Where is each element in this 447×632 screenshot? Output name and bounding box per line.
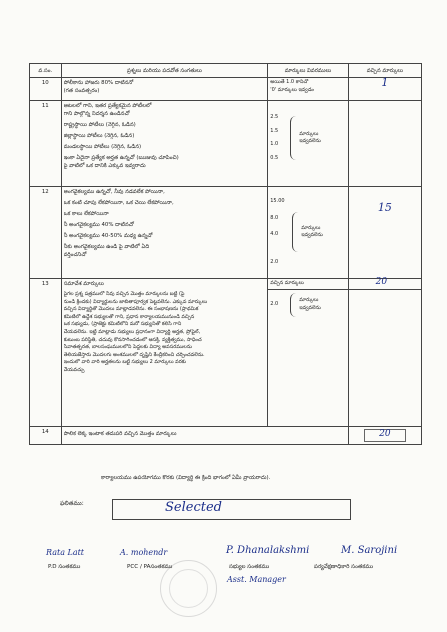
text-line: కుటుంబ పరిస్థితి, చదువు కొనసాగించడంలో ఆసక్తి, వ్యక్తిత్వము, సాధించ	[63, 336, 202, 343]
text-line: పైగల ప్రశ్న పత్రములో నీవు వచ్చిన మొత్తం మార్కులను బట్టి (పై	[63, 291, 185, 297]
text-line: వచ్చిన విద్యార్థితో మొదలు మాట్లాడవలెను. ఈ సంభాషణను (ప్రాథమిక	[63, 306, 199, 313]
text-line: వేయవచ్చు	[63, 366, 85, 373]
row-score	[348, 187, 421, 279]
text-line: సేవాతత్పరత, బాలసంఘములలోని పెద్దలకు విద్యా అవసరములను	[63, 344, 193, 351]
text-line: ఇందులో వారి వారి అర్హతలను బట్టి సభ్యులు 2 మార్కులు వరకు	[63, 359, 186, 366]
table-header-row	[30, 64, 422, 78]
marks-note: ఇవ్వవలెను	[301, 232, 323, 239]
text-line: నీకు అంగవైకల్యము ఉండి పై వాటిలో ఏది	[63, 244, 150, 250]
table-row	[30, 101, 422, 187]
row-text	[61, 279, 268, 427]
marks-value: 8.0	[270, 214, 279, 221]
row-number: 14	[30, 427, 62, 445]
text-line: జిల్లాస్థాయి పోటీలు (నెగ్గిన, ఓడిన)	[63, 133, 135, 139]
text-line: పాలిక లెక్క ఇంటాక తదుపరి వచ్చిన మొత్తం మార్కులు	[63, 431, 177, 437]
signature-pd: Rata Latt	[46, 548, 85, 557]
marks-value: 2.0	[270, 300, 279, 307]
header-marks-details: మార్కులు వివరములు	[268, 64, 348, 78]
text-line: ఒక సభ్యుడు, (ప్రాజెక్టు కమిటీలోని మరో సభ్యునితో కలిసి గాని	[63, 321, 182, 328]
text-line: కమిటీలో ఉద్దేశ సభ్యులతో గాని, ప్రధాన కార్యాలయమునుండి వచ్చిన	[63, 313, 195, 320]
marks-note: మార్కులు	[299, 297, 319, 303]
office-use-note: కార్యాలయము ఉపయోగము కొరకు (విద్యార్థి ఈ క్రింది భాగంలో ఏమీ వ్రాయరాదు).	[101, 475, 271, 481]
signature-label-pd: P.D సంతకము	[48, 564, 81, 570]
text-line: నీ అంగవైకల్యము 40% దాటినచో	[63, 222, 134, 228]
decision-label: ఫలితము:	[60, 500, 84, 507]
decision-box	[112, 499, 351, 520]
marks-value: 2.5	[270, 114, 279, 120]
signature-supervisor: M. Sarojini	[341, 545, 398, 556]
brace	[292, 212, 299, 252]
marks-value: 1.0	[270, 141, 279, 148]
text-line: ఆటలలో గాని, ఇతర ప్రత్యేకమైన పోటీలలో	[63, 103, 152, 109]
header-questions: ప్రశ్నలు మరియు పదవోత సంగతులు	[61, 64, 268, 78]
marks-heading: వచ్చిన మార్కులు	[268, 280, 347, 290]
handwritten-score: 15	[377, 201, 392, 214]
marks-line: '0' మార్కులు ఇవ్వడం	[270, 86, 314, 93]
row-score	[348, 427, 421, 445]
row-score	[348, 279, 421, 427]
marks-line: అయితే 1.0 కానిచో	[270, 79, 309, 85]
text-line: నీ అంగవైకల్యము 40-50% మధ్య ఉన్నచో	[63, 233, 153, 239]
row-number: 12	[30, 187, 62, 279]
header-serial: వ.సం.	[30, 64, 62, 78]
text-line: పోలీకాను హాజరు 80% దాటిననో	[63, 80, 134, 86]
row-marks	[268, 101, 348, 187]
row-number: 10	[30, 78, 62, 101]
header-marks-obtained: వచ్చిన మార్కులు	[348, 64, 421, 78]
table-row	[30, 427, 422, 445]
row-marks	[268, 78, 348, 101]
text-line: గాని పాల్గొన్న నిదర్శన ఉండినచో	[63, 111, 130, 117]
signature-pcc: A. mohendr	[120, 548, 168, 557]
marks-value: 2.0	[270, 258, 279, 265]
text-line: వర్తించనిచో	[63, 252, 87, 258]
text-line: అంగవైకల్యము ఉన్నచో, నీవు నడవలేక పోయినా,	[63, 189, 165, 195]
scoring-table	[29, 63, 422, 445]
table-row	[30, 279, 422, 427]
marks-value: 15.00	[270, 198, 285, 204]
row-marks	[268, 187, 348, 279]
row-score	[348, 101, 421, 187]
text-line: (గత సంవత్సరం)	[63, 88, 100, 94]
table-row	[30, 78, 422, 101]
table-row	[30, 187, 422, 279]
row-number: 13	[30, 279, 62, 427]
marks-value: 1.5	[270, 127, 279, 134]
text-line: ఒక కాలు లేకపోయినా	[63, 211, 109, 217]
row-score	[348, 78, 421, 101]
brace	[290, 293, 297, 317]
signature-asst-manager: Asst. Manager	[227, 575, 286, 584]
row-text	[61, 187, 268, 279]
row-heading: సమావేశ మార్కులు	[63, 281, 104, 287]
marks-note: ఇవ్వవలెను	[299, 304, 321, 311]
text-line: నుండి క్రిందకు) విద్యార్థులను జాబితాపూర్వక పెట్టవలెను. ఎక్కువ మార్కులు	[63, 298, 208, 305]
marks-note: మార్కులు	[299, 130, 319, 137]
text-line: పై వాటిలో ఒక దానికి ఎక్కువ ఇవ్వరాదు	[63, 163, 146, 169]
signature-member: P. Dhanalakshmi	[226, 545, 310, 556]
seal-stamp-inner	[169, 569, 208, 608]
row-number: 11	[30, 101, 62, 187]
text-line: రాష్ట్రస్థాయి పోటీలు (నెగ్గిన, ఓడిన)	[63, 122, 136, 128]
signature-label-member: సభ్యుల సంతకము	[229, 564, 270, 570]
row-marks	[268, 279, 348, 427]
signature-label-supervisor: పర్యవేక్షణాధికారి సంతకము	[314, 564, 374, 570]
decision-value: Selected	[165, 500, 222, 515]
marks-note: ఇవ్వవలెను	[299, 138, 321, 145]
text-line: ఒక కంటి చూపు లేకపోయినా, ఒక చెయి లేకపోయినా,	[63, 200, 174, 206]
row-text	[61, 427, 348, 445]
text-line: చేయవలెను. ఇట్టి మాట్లాడు సభ్యులు ప్రధానంగా విద్యార్థి అర్హత, ప్రోఫైల్,	[63, 328, 201, 335]
handwritten-score: 20	[379, 429, 391, 439]
marks-value: 0.5	[270, 154, 279, 161]
marks-value: 4.0	[270, 231, 279, 238]
signature-label-pcc: PCC / PAసంతకము	[127, 564, 173, 570]
handwritten-score: 20	[375, 277, 388, 287]
text-line: మండలస్థాయి పోటీలు (నెగ్గిన, ఓడిన)	[63, 144, 142, 150]
handwritten-score: 1	[381, 76, 389, 89]
brace	[290, 116, 297, 160]
marks-note: మార్కులు	[301, 224, 321, 231]
row-text	[61, 101, 268, 187]
text-line: తెలియజేస్తారు మొదలగు అంశములలో దృష్టిని కేంద్రీకరించి చర్చించవలెను.	[63, 351, 205, 358]
text-line: ఇంకా ఏదైనా ప్రత్యేక అర్హత ఉన్నచో (ఋజువు చూపించి)	[63, 155, 179, 161]
row-text	[61, 78, 268, 101]
